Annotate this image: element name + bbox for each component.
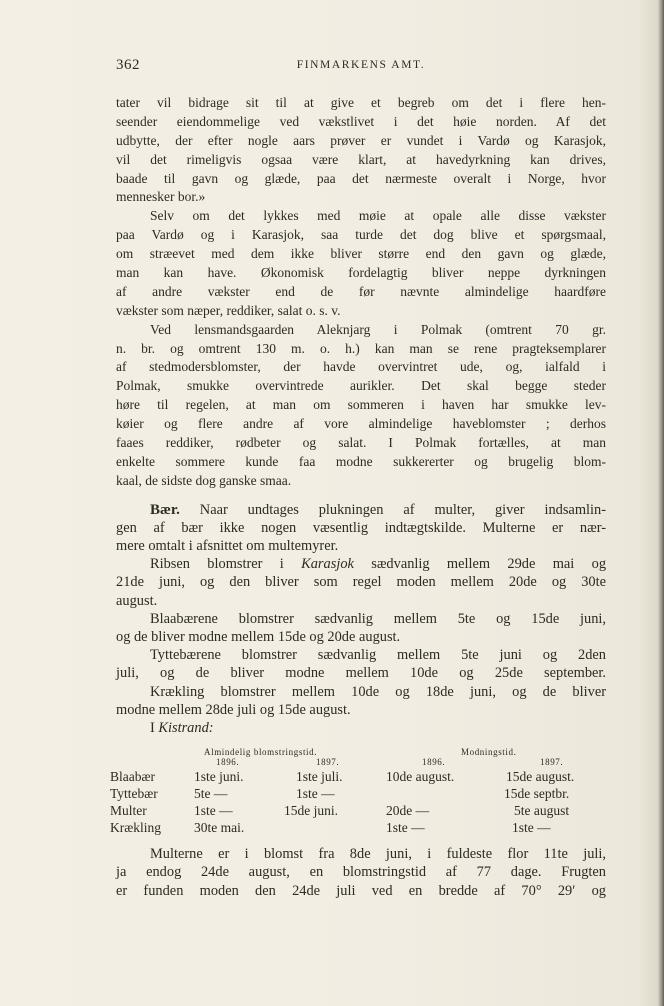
table-cell: 15de juni. (284, 803, 338, 819)
table-cell: 10de august. (386, 769, 455, 785)
final-paragraph (116, 845, 606, 900)
text-line: udbytte, der efter nogle aars prøver er vundet i Vardø og Karasjok, (116, 132, 606, 148)
paragraph-2 (116, 207, 606, 320)
text-line: om stræevet med dem ikke bliver større end den gavn og glæde, (116, 246, 606, 262)
text-line: paa Vardø og i Karasjok, saa turde det dog blive et spørgsmaal, (116, 227, 606, 243)
text-span: Ribsen blomstrer i (150, 556, 302, 573)
text-line: mennesker bor.» (116, 189, 206, 205)
place-name: Kistrand: (158, 719, 214, 736)
table-row-label: Tyttebær (110, 786, 158, 802)
text-line: Multerne er i blomst fra 8de juni, i fuldeste flor 11te juli, (150, 846, 606, 863)
text-line: Blaabærene blomstrer sædvanlig mellem 5te og 15de juni, (150, 610, 606, 627)
table-cell: 1ste — (512, 820, 551, 836)
table-cell: 15de septbr. (504, 786, 570, 802)
table-group-header-bloom: Almindelig blomstringstid. (204, 747, 318, 758)
bloom-table (110, 743, 606, 836)
table-row-label: Multer (110, 803, 147, 819)
table-cell: 5te — (194, 786, 228, 802)
table-cell: 1ste — (194, 803, 233, 819)
table-cell: 1ste juni. (194, 769, 244, 785)
text-line: faaes reddiker, rødbeter og salat. I Polmak fortælles, at man (116, 435, 606, 451)
page-body (110, 94, 607, 900)
text-line: mere omtalt i afsnittet om multemyrer. (116, 538, 339, 555)
table-cell: 30te mai. (194, 820, 245, 836)
text-line: af stedmodersblomster, der havde overvintret ude, og, ialfald i (116, 359, 606, 375)
text-line: Tyttebærene blomstrer sædvanlig mellem 5te juni og 2den (150, 647, 606, 664)
table-year-header: 1897. (540, 757, 564, 768)
text-line: køier og flere andre af vore almindelige haveblomster ; derhos (116, 416, 606, 432)
table-row-label: Krækling (110, 820, 162, 836)
table-cell: 1ste — (296, 786, 335, 802)
section-first-line (116, 501, 606, 519)
text-line: n. br. og omtrent 130 m. o. h.) kan man se rene pragteksemplarer (116, 340, 606, 356)
table-cell: 5te august (514, 803, 570, 819)
place-name: Karasjok (301, 556, 354, 573)
page-header (116, 57, 606, 77)
paragraph-3 (116, 321, 606, 491)
table-year-header: 1896. (216, 757, 240, 768)
table-cell: 1ste — (386, 820, 425, 836)
text-line: vil det rimeligvis ogsaa være klart, at havedyrkning kan drives, (116, 151, 606, 167)
text-line: Ved lensmandsgaarden Aleknjarg i Polmak (omtrent 70 gr. (150, 321, 606, 337)
text-line: af andre vækster end de før nævnte almindelige haardføre (116, 283, 606, 299)
text-line: baade til gavn og glæde, paa det nærmeste overalt i Norge, hvor (116, 170, 606, 186)
text-line: gen af bær ikke nogen væsentlig indtægtskilde. Multerne er nær- (116, 519, 606, 536)
text-line: kaal, de sidste dog ganske smaa. (116, 472, 292, 488)
text-line: Polmak, smukke overvintrede aurikler. Det skal begge steder (116, 378, 606, 394)
text-line: tater vil bidrage sit til at give et begreb om det i flere hen- (116, 95, 606, 110)
table-group-header-ripening: Modningstid. (461, 747, 517, 758)
table-year-header: 1896. (422, 757, 446, 768)
table-cell: 1ste juli. (296, 769, 343, 785)
text-line: Krækling blomstrer mellem 10de og 18de juni, og de bliver (150, 683, 606, 700)
text-line: enkelte sommere kunde faa modne sukkererter og brugelig blom- (116, 453, 606, 469)
text-line: man kan have. Økonomisk fordelagtig bliver neppe dyrkningen (116, 265, 606, 281)
text-line: og de bliver modne mellem 15de og 20de august. (116, 629, 401, 646)
text-line: 21de juni, og den bliver som regel moden mellem 20de og 30te (116, 574, 606, 591)
text-span: sædvanlig mellem 29de mai og (353, 556, 607, 573)
running-title: FINMARKENS AMT. (296, 59, 426, 71)
table-year-header: 1897. (316, 757, 340, 768)
text-line: ja endog 24de august, en blomstringstid af 77 dage. Frugten (116, 864, 606, 881)
table-row-label: Blaabær (110, 769, 155, 785)
text-line: seender eiendommelige ved vækstlivet i det høie norden. Af det (116, 113, 606, 129)
text-span: Naar undtages plukningen af multer, giver indsamlin- (199, 501, 606, 518)
text-line: august. (116, 592, 158, 609)
text-line: høre til regelen, at man om sommeren i haven har smukke lev- (116, 397, 606, 413)
text-line: juli, og de bliver modne mellem 10de og 25de september. (116, 665, 606, 682)
text-line: er funden moden den 24de juli ved en bredde af 70° 29′ og (116, 882, 606, 899)
kistrand-line (116, 719, 606, 737)
paragraph-1 (116, 94, 606, 207)
ribsen-first-line (116, 555, 606, 573)
page-number: 362 (116, 57, 140, 73)
table-cell: 15de august. (506, 769, 575, 785)
table-cell: 20de — (386, 803, 430, 819)
section-baer (116, 501, 606, 737)
text-line: modne mellem 28de juli og 15de august. (116, 701, 351, 718)
text-line: vækster som næper, reddiker, salat o. s. v. (116, 302, 341, 318)
section-heading: Bær. (150, 501, 180, 518)
text-line: Selv om det lykkes med møie at opale alle disse vækster (150, 208, 606, 224)
page-edge (658, 0, 664, 1006)
text-span: I (150, 719, 159, 736)
